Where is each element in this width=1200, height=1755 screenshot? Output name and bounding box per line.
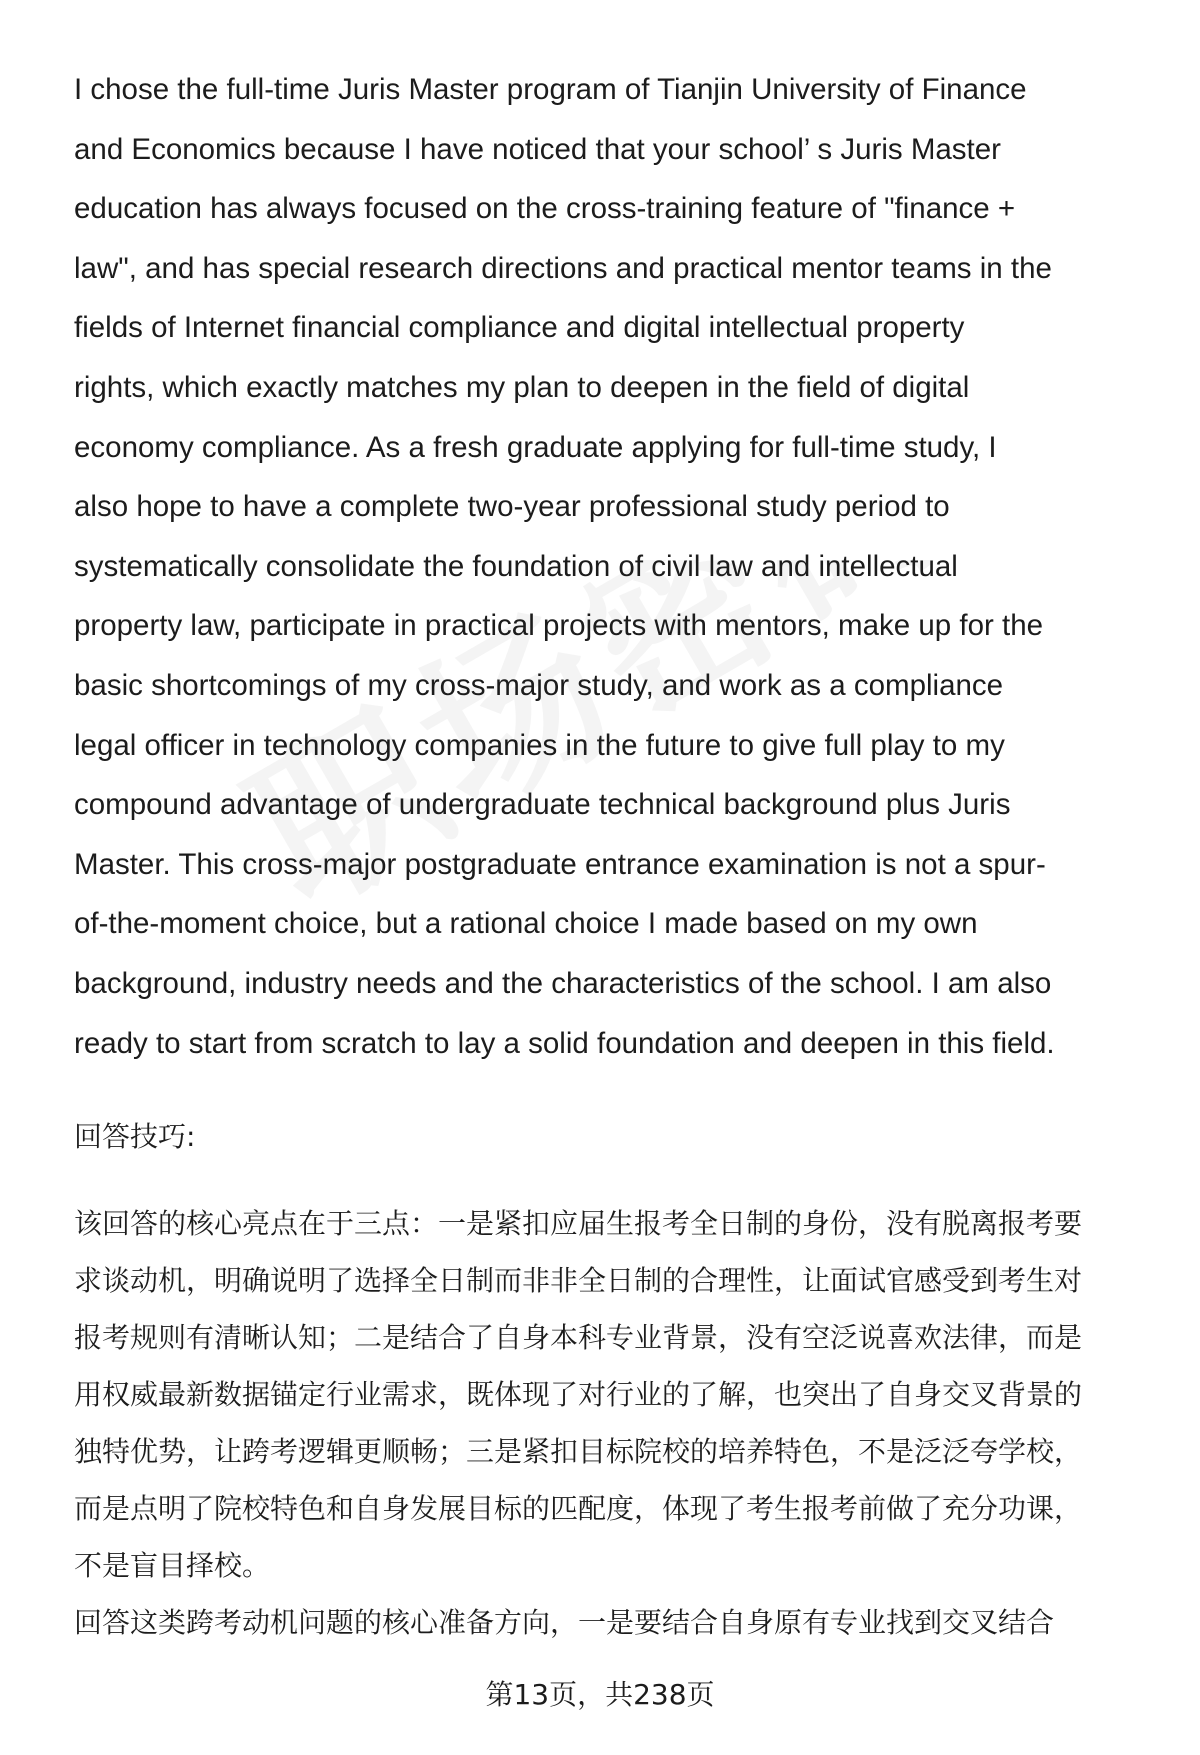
answer-line: compound advantage of undergraduate technical background plus Juris xyxy=(74,788,1011,822)
answer-line: law", and has special research directions and practical mentor teams in the xyxy=(74,251,1052,285)
answer-line: legal officer in technology companies in the future to give full play to my xyxy=(74,728,1005,762)
tips-line: 用权威最新数据锚定行业需求，既体现了对行业的了解，也突出了自身交叉背景的 xyxy=(74,1378,1083,1412)
answer-line: also hope to have a complete two-year professional study period to xyxy=(74,490,950,524)
answer-line: rights, which exactly matches my plan to deepen in the field of digital xyxy=(74,370,970,404)
answer-line: and Economics because I have noticed that your school’ s Juris Master xyxy=(74,132,1001,166)
tips-paragraph xyxy=(74,1195,1154,1594)
answer-line: basic shortcomings of my cross-major study, and work as a compliance xyxy=(74,668,1004,702)
tips-line: 求谈动机，明确说明了选择全日制而非非全日制的合理性，让面试官感受到考生对 xyxy=(74,1264,1083,1298)
answer-line: economy compliance. As a fresh graduate applying for full-time study, I xyxy=(74,430,997,464)
answer-line: property law, participate in practical projects with mentors, make up for the xyxy=(74,609,1044,643)
tips-line: 报考规则有清晰认知；二是结合了自身本科专业背景，没有空泛说喜欢法律，而是 xyxy=(74,1321,1083,1355)
answer-line: I chose the full-time Juris Master program of Tianjin University of Finance xyxy=(74,73,1027,106)
tips-line: 而是点明了院校特色和自身发展目标的匹配度，体现了考生报考前做了充分功课， xyxy=(74,1492,1083,1526)
prep-paragraph xyxy=(74,1594,1154,1651)
tips-heading: 回答技巧: xyxy=(74,1120,196,1154)
prep-line: 回答这类跨考动机问题的核心准备方向，一是要结合自身原有专业找到交叉结合 xyxy=(74,1606,1055,1640)
tips-line: 不是盲目择校。 xyxy=(74,1549,271,1583)
answer-line: systematically consolidate the foundation of civil law and intellectual xyxy=(74,549,958,583)
answer-line: Master. This cross-major postgraduate entrance examination is not a spur- xyxy=(74,847,1046,881)
answer-paragraph xyxy=(74,60,1154,1073)
answer-line: ready to start from scratch to lay a solid foundation and deepen in this field. xyxy=(74,1026,1055,1060)
page-content xyxy=(74,60,1154,1651)
answer-line: fields of Internet financial compliance and digital intellectual property xyxy=(74,311,965,345)
page-number: 第13页，共238页 xyxy=(485,1678,715,1711)
answer-line: of-the-moment choice, but a rational choice I made based on my own xyxy=(74,907,978,941)
tips-line: 独特优势，让跨考逻辑更顺畅；三是紧扣目标院校的培养特色，不是泛泛夸学校， xyxy=(74,1435,1083,1469)
tips-line: 该回答的核心亮点在于三点：一是紧扣应届生报考全日制的身份，没有脱离报考要 xyxy=(74,1207,1083,1241)
answer-line: education has always focused on the cross-training feature of "finance + xyxy=(74,192,1016,226)
answer-line: background, industry needs and the characteristics of the school. I am also xyxy=(74,966,1052,1000)
